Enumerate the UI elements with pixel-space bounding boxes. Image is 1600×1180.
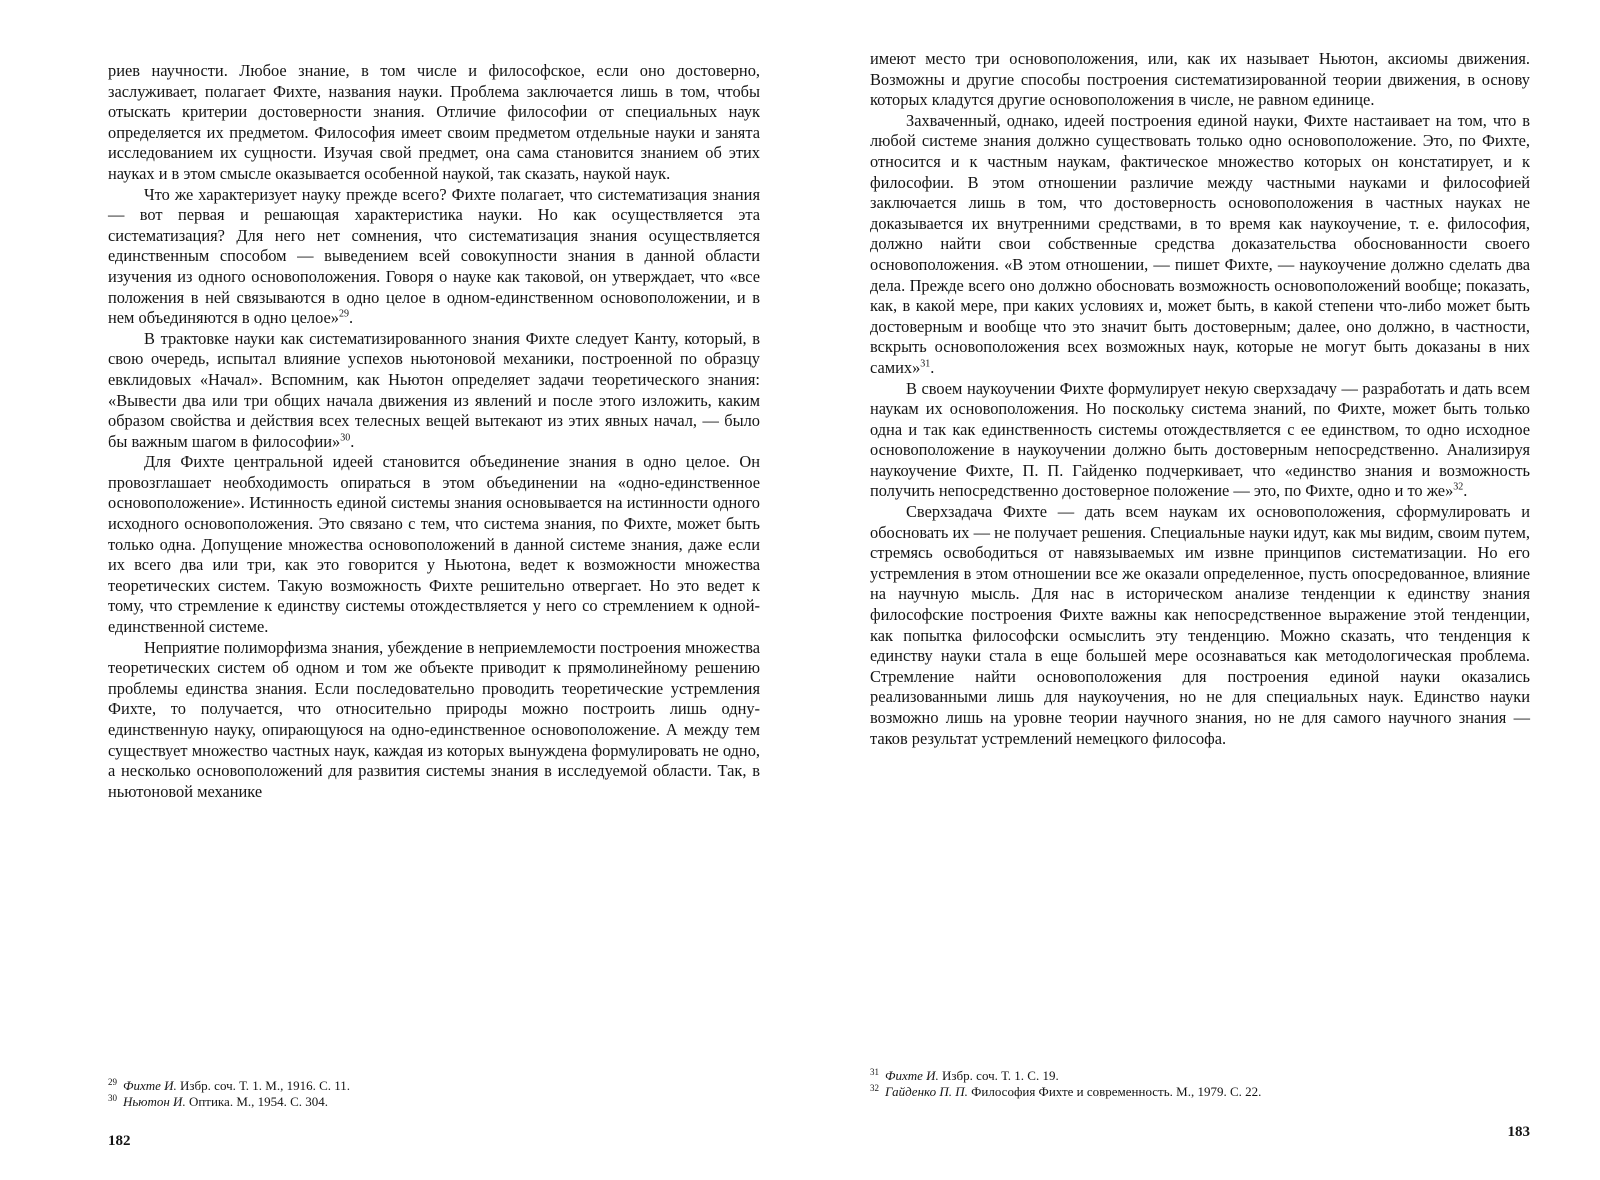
footnote-ref[interactable]: 30 [340, 432, 351, 444]
footnote-ref[interactable]: 29 [338, 308, 349, 320]
footnote [108, 1094, 760, 1110]
footnote-author: Ньютон И. [123, 1094, 186, 1109]
right-footnotes [870, 1068, 1530, 1100]
paragraph: риев научности. Любое знание, в том числе и философское, если оно достоверно, заслуживает, полагает Фихте, названия науки. Проблема заключается лишь в том, чтобы отыскать критерии достоверности знания. Отличие философии от специальных наук определяется их предметом. Философия имеет своим предметом отдельные науки и занята исследованием их сущности. Изучая свой предмет, она сама становится знанием об этих науках и в этом смысле оказывается особенной наукой, так сказать, наукой наук. [108, 61, 760, 183]
footnote-number: 32 [870, 1082, 879, 1093]
paragraph: имеют место три основоположения, или, как их называет Ньютон, аксиомы движения. Возможны и другие способы построения систематизированной теории движения, в основу которых кладутся другие основоположения в числе, не равном единице. [870, 49, 1530, 110]
footnote-text: Избр. соч. Т. 1. С. 19. [942, 1068, 1059, 1083]
footnote-ref[interactable]: 31 [920, 358, 931, 370]
paragraph: Для Фихте центральной идеей становится объединение знания в одно целое. Он провозглашает необходимость опираться в этом объединении на «одно-единственное основоположение». Истинность единой системы знания основывается на истинности одного исходного основоположения. Это связано с тем, что система знания, по Фихте, может быть только одна. Допущение множества основоположений в данной системе знания, даже если их всего два или три, как это говорится у Ньютона, ведет к возможности множества теоретических систем. Такую возможность Фихте решительно отвергает. Но это ведет к тому, что стремление к единству системы отождествляется у него со стремлением к одной-единственной системе. [108, 452, 760, 637]
footnote-text: Избр. соч. Т. 1. М., 1916. С. 11. [180, 1078, 351, 1093]
paragraph: В трактовке науки как систематизированного знания Фихте следует Канту, который, в свою очередь, испытал влияние успехов ньютоновой механики, построенной по образцу евклидовых «Начал». Вспомним, как Ньютон определяет задачи теоретического знания: «Вывести два или три общих начала движения из явлений и после этого изложить, каким образом свойства и действия всех телесных вещей вытекают из этих явных начал, — было бы важным шагом в философии»$^{30}$. [108, 328, 760, 451]
page-number: 182 [108, 1133, 131, 1149]
footnote-number: 30 [108, 1092, 117, 1103]
page-number: 183 [1507, 1124, 1530, 1140]
paragraph: Неприятие полиморфизма знания, убеждение в неприемлемости построения множества теоретических систем об одном и том же объекте приводит к прямолинейному решению проблемы единства знания. Если последовательно проводить теоретические устремления Фихте, то получается, что относительно природы можно построить лишь одну-единственную науку, опирающуюся на одно-единственное основоположение. А между тем существует множество частных наук, каждая из которых вынуждена формулировать не одно, а несколько основоположений для развития системы знания в исследуемой области. Так, в ньютоновой механике [108, 637, 760, 801]
footnote-text: Оптика. М., 1954. С. 304. [188, 1094, 329, 1109]
paragraph: Сверхзадача Фихте — дать всем наукам их основоположения, сформулировать и обосновать их — не получает решения. Специальные науки идут, как мы видим, своим путем, стремясь освободиться от навязываемых им извне принципов систематизации. Но его устремления в этом отношении все же оказали определенное, пусть опосредованное, влияние на научную мысль. Для нас в историческом анализе тенденции к единству знания философские построения Фихте важны как непосредственное выражение этой тенденции, как попытка философски осмыслить эту тенденцию. Можно сказать, что тенденция к единству науки стала в еще большей мере осознаваться как методологическая проблема. Стремление найти основоположения для построения единой науки оказались реализованными лишь для наукоучения, но не для специальных наук. Единство науки возможно лишь на уровне теории научного знания, но не для самого научного знания — таков результат устремлений немецкого философа. [870, 502, 1530, 748]
right-page-body [870, 49, 1530, 749]
footnote-author: Фихте И. [885, 1068, 939, 1083]
footnote-text: Философия Фихте и современность. М., 1979. С. 22. [971, 1084, 1262, 1099]
footnote-author: Фихте И. [123, 1078, 177, 1093]
footnote [108, 1078, 760, 1094]
footnote-number: 29 [108, 1076, 117, 1087]
footnote [870, 1068, 1530, 1084]
paragraph: Что же характеризует науку прежде всего? Фихте полагает, что систематизация знания — вот первая и решающая характеристика науки. Но как осуществляется эта систематизация? Для него нет сомнения, что систематизация знания осуществляется единственным способом — выведением всей совокупности знания в данной области изучения из одного основоположения. Говоря о науке как таковой, он утверждает, что «все положения в ней связываются в одно целое в одном-единственном основоположении, и в нем объединяются в одно целое»$^{29}$. [108, 184, 760, 328]
left-footnotes [108, 1078, 760, 1110]
footnote-number: 31 [870, 1066, 879, 1077]
footnote [870, 1084, 1530, 1100]
footnote-ref[interactable]: 32 [1453, 482, 1464, 493]
left-page-body [108, 61, 760, 802]
paragraph: В своем наукоучении Фихте формулирует некую сверхзадачу — разработать и дать всем наукам их основоположения. Но поскольку система знаний, по Фихте, может быть только одна и так как единственность системы отождествляется с ее единством, то одно исходное основоположение в наукоучении должно быть достоверным непосредственно. Анализируя наукоучение Фихте, П. П. Гайденко подчеркивает, что «единство знания и возможность получить непосредственно достоверное положение — это, по Фихте, одно и то же»$^{32}$. [870, 378, 1530, 501]
paragraph: Захваченный, однако, идеей построения единой науки, Фихте настаивает на том, что в любой системе знания должно существовать только одно основоположение. Это, по Фихте, относится и к частным наукам, фактическое множество которых он констатирует, и к философии. В этом отношении различие между частными науками и философией заключается лишь в том, что достоверность основоположения в частных науках не доказывается их внутренними средствами, в то время как наукоучение, т. е. философия, должно найти свои собственные средства доказательства обоснованности своего основоположения. «В этом отношении, — пишет Фихте, — наукоучение должно сделать два дела. Прежде всего оно должно обосновать возможность основоположений вообще; показать, как, в какой мере, при каких условиях и, может быть, в какой степени что-либо может быть достоверным и вообще что это значит быть достоверным; далее, оно должно, в частности, вскрыть основоположения всех возможных наук, которые не могут быть доказаны в них самих»$^{31}$. [870, 110, 1530, 377]
footnote-author: Гайденко П. П. [885, 1084, 968, 1099]
